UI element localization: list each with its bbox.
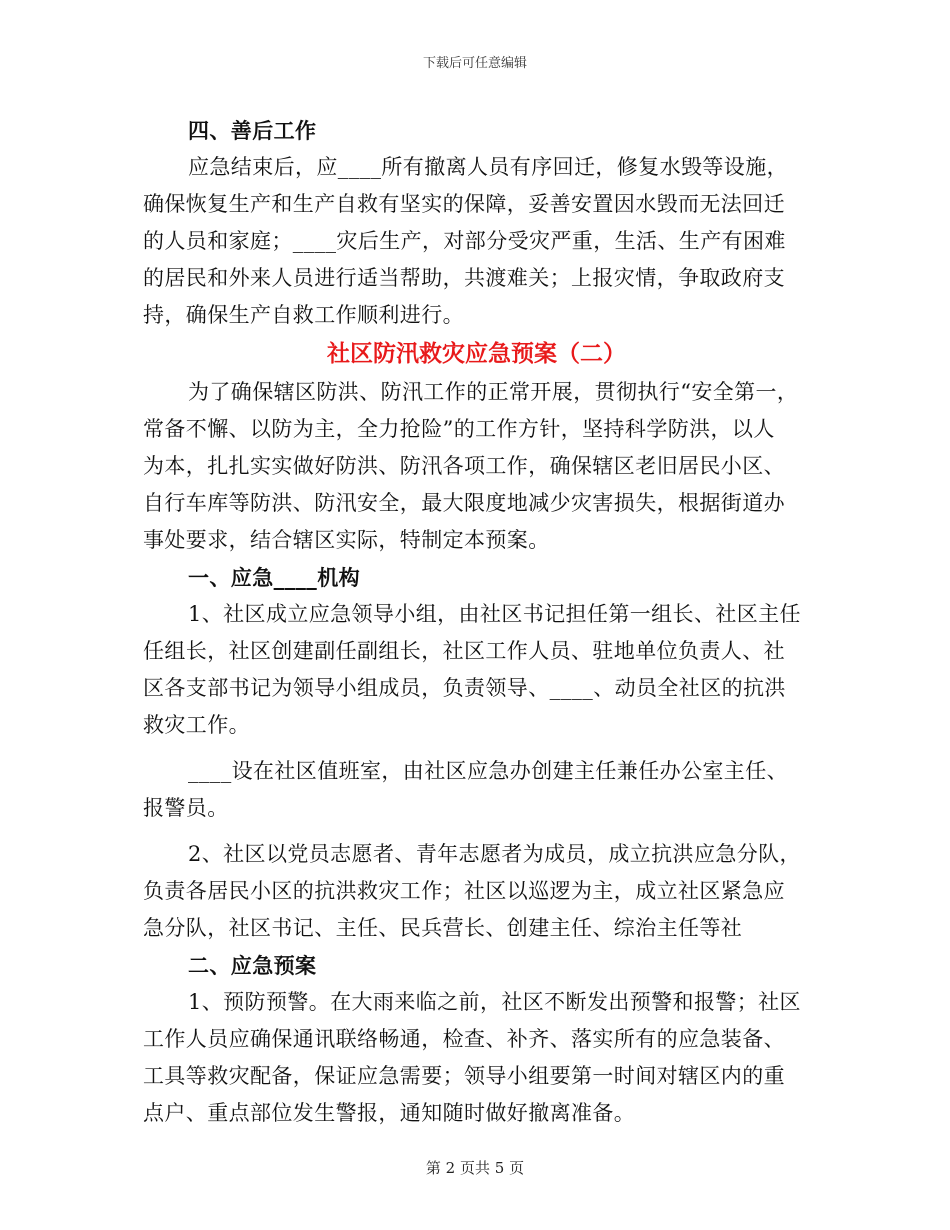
paragraph-line: 救灾工作。	[143, 713, 250, 737]
paragraph-line: 急分队，社区书记、主任、民兵营长、创建主任、综治主任等社	[143, 916, 743, 940]
paragraph-line: 负责各居民小区的抗洪救灾工作；社区以巡逻为主，成立社区紧急应	[143, 879, 785, 903]
section-heading-organization: 一、应急____机构	[188, 565, 360, 590]
paragraph-line: 为了确保辖区防洪、防汛工作的正常开展，贯彻执行“安全第一，	[188, 380, 799, 404]
paragraph-line: ____设在社区值班室，由社区应急办创建主任兼任办公室主任、	[188, 759, 788, 783]
paragraph-gap	[143, 827, 810, 836]
paragraph-line: 事处要求，结合辖区实际，特制定本预案。	[143, 528, 550, 552]
section-heading-aftermath: 四、善后工作	[188, 118, 317, 143]
paragraph-line: 常备不懈、以防为主，全力抢险”的工作方针，坚持科学防洪，以人	[143, 417, 775, 441]
document-title: 社区防汛救灾应急预案（二）	[327, 340, 626, 367]
section-heading-plan: 二、应急预案	[188, 953, 317, 978]
paragraph-line: 的人员和家庭；____灾后生产，对部分受灾严重，生活、生产有困难	[143, 229, 786, 253]
paragraph-line: 点户、重点部位发生警报，通知随时做好撤离准备。	[143, 1101, 636, 1125]
paragraph-line: 工作人员应确保通讯联络畅通，检查、补齐、落实所有的应急装备、	[143, 1027, 785, 1051]
paragraph-line: 确保恢复生产和生产自救有坚实的保障，妥善安置因水毁而无法回迁	[143, 192, 785, 216]
paragraph-line: 1、社区成立应急领导小组，由社区书记担任第一组长、社区主任	[188, 602, 801, 626]
paragraph-line: 自行车库等防洪、防汛安全，最大限度地减少灾害损失，根据街道办	[143, 491, 785, 515]
paragraph-line: 报警员。	[143, 796, 229, 820]
paragraph-line: 1、预防预警。在大雨来临之前，社区不断发出预警和报警；社区	[188, 990, 801, 1014]
paragraph-line: 持，确保生产自救工作顺利进行。	[143, 303, 464, 327]
page-number: 第 2 页共 5 页	[425, 1159, 525, 1177]
paragraph-line: 区各支部书记为领导小组成员，负责领导、____、动员全社区的抗洪	[143, 676, 786, 700]
paragraph-line: 的居民和外来人员进行适当帮助，共渡难关；上报灾情，争取政府支	[143, 266, 785, 290]
paragraph-line: 应急结束后，应____所有撤离人员有序回迁，修复水毁等设施，	[188, 155, 788, 179]
paragraph-gap	[143, 744, 810, 753]
paragraph-line: 为本，扎扎实实做好防洪、防汛各项工作，确保辖区老旧居民小区、	[143, 454, 785, 478]
paragraph-line: 2、社区以党员志愿者、青年志愿者为成员，成立抗洪应急分队，	[188, 842, 801, 866]
paragraph-line: 工具等救灾配备，保证应急需要；领导小组要第一时间对辖区内的重	[143, 1064, 785, 1088]
document-body	[143, 112, 810, 1132]
paragraph-line: 任组长，社区创建副任副组长，社区工作人员、驻地单位负责人、社	[143, 639, 785, 663]
download-note: 下载后可任意编辑	[422, 56, 527, 71]
